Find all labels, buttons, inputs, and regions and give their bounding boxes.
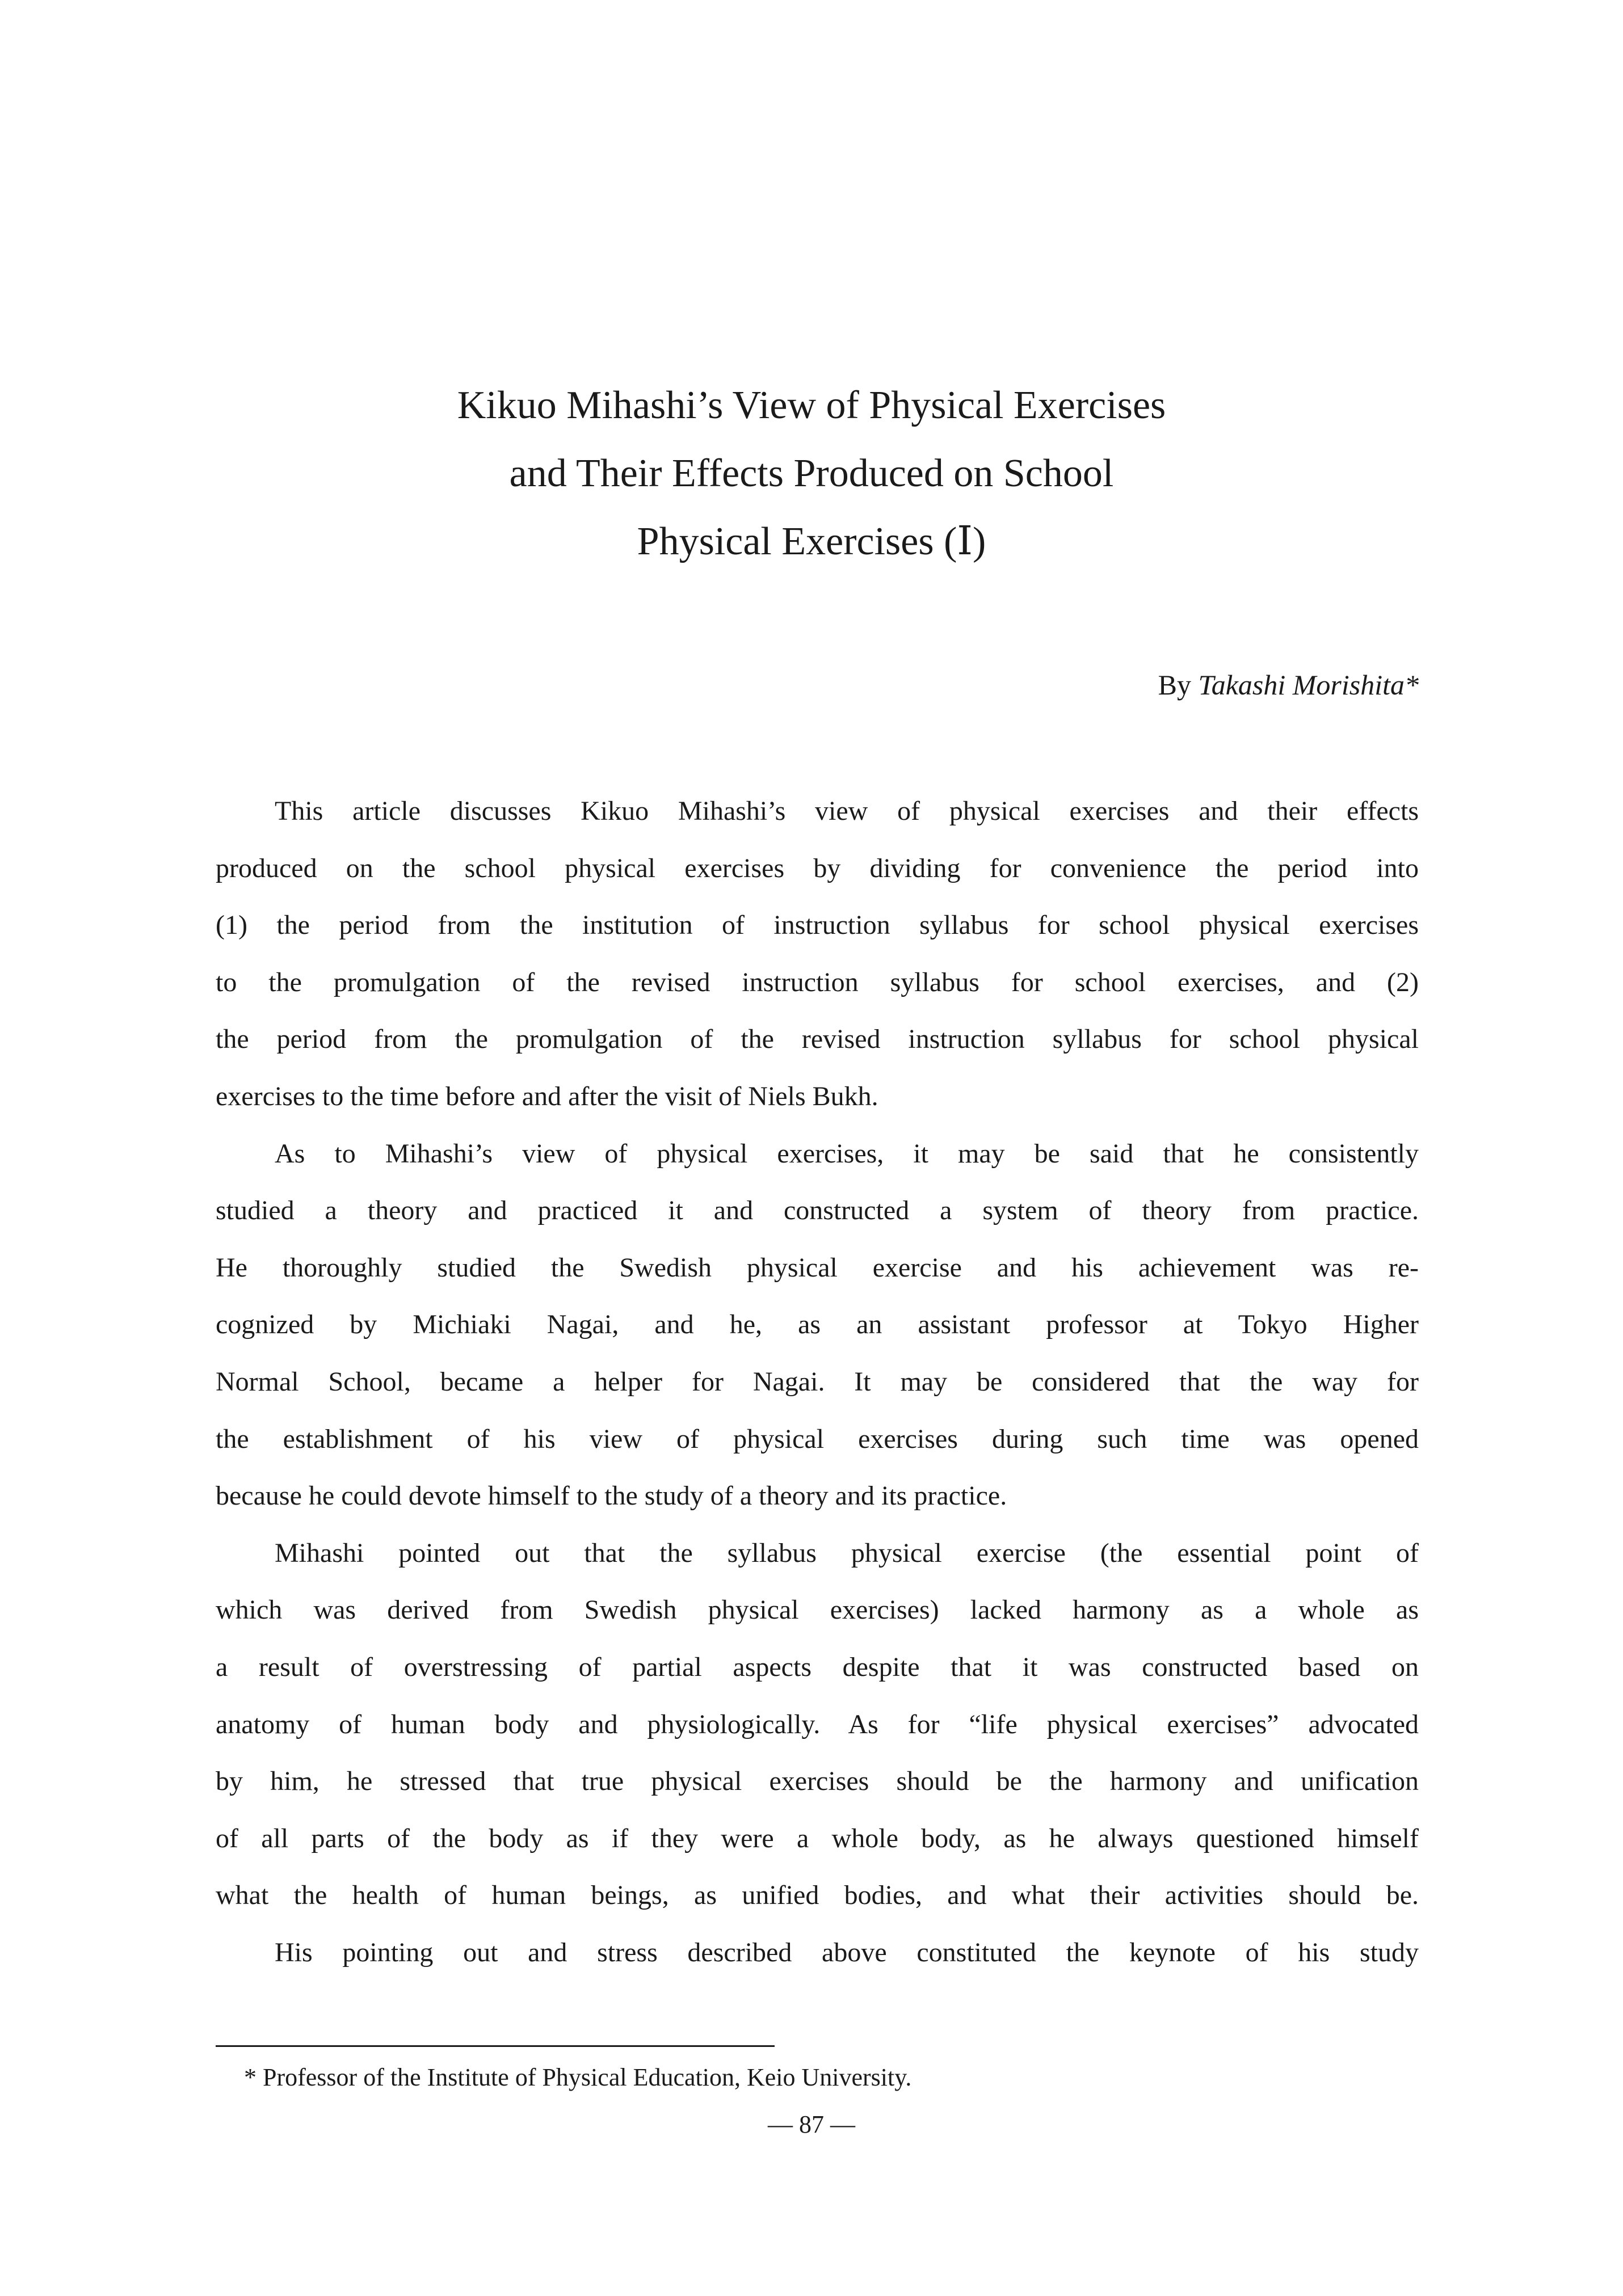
paragraph-line: anatomy of human body and physiologically. As for “life physical exercises” advocated	[216, 1709, 1419, 1739]
paragraph-line: produced on the school physical exercises by dividing for convenience the period into	[216, 853, 1419, 883]
byline-prefix: By	[1158, 669, 1191, 701]
paragraph-line: of all parts of the body as if they were a whole body, as he always questioned himself	[216, 1823, 1419, 1853]
paragraph-line: Normal School, became a helper for Nagai. It may be considered that the way for	[216, 1366, 1419, 1397]
paragraph-line: Mihashi pointed out that the syllabus physical exercise (the essential point of	[275, 1537, 1419, 1568]
paragraph-line: His pointing out and stress described above constituted the keynote of his study	[275, 1937, 1419, 1968]
paragraph-line: which was derived from Swedish physical exercises) lacked harmony as a whole as	[216, 1595, 1419, 1625]
article-body	[216, 783, 1419, 1981]
paragraph-line: by him, he stressed that true physical exercises should be the harmony and unification	[216, 1766, 1419, 1797]
footnote-divider	[216, 2045, 775, 2047]
author-name: Takashi Morishita*	[1198, 669, 1419, 701]
title-line-3: Physical Exercises (Ⅰ)	[637, 520, 986, 563]
title-line-2: and Their Effects Produced on School	[509, 452, 1114, 495]
paragraph-line: a result of overstressing of partial aspects despite that it was constructed based on	[216, 1652, 1419, 1682]
paragraph-line: studied a theory and practiced it and constructed a system of theory from practice.	[216, 1195, 1419, 1226]
footnote: * Professor of the Institute of Physical Education, Keio University.	[244, 2063, 912, 2091]
paragraph-line: He thoroughly studied the Swedish physical exercise and his achievement was re-	[216, 1252, 1419, 1283]
byline	[851, 665, 1419, 705]
paragraph-line: what the health of human beings, as unified bodies, and what their activities should be.	[216, 1880, 1419, 1911]
paragraph-line: As to Mihashi’s view of physical exercises, it may be said that he consistently	[275, 1138, 1419, 1169]
page-number: — 87 —	[768, 2110, 855, 2138]
paragraph-line: cognized by Michiaki Nagai, and he, as an assistant professor at Tokyo Higher	[216, 1309, 1419, 1340]
title-line-1: Kikuo Mihashi’s View of Physical Exercises	[457, 384, 1166, 427]
paragraph-line: exercises to the time before and after the visit of Niels Bukh.	[216, 1081, 878, 1111]
paragraph-line: (1) the period from the institution of instruction syllabus for school physical exercises	[216, 910, 1419, 941]
paragraph-line: This article discusses Kikuo Mihashi’s view of physical exercises and their effects	[275, 796, 1419, 826]
paragraph-line: the period from the promulgation of the revised instruction syllabus for school physical	[216, 1024, 1419, 1055]
paragraph-line: to the promulgation of the revised instruction syllabus for school exercises, and (2)	[216, 967, 1419, 997]
article-title	[0, 372, 1623, 576]
paragraph-line: the establishment of his view of physical exercises during such time was opened	[216, 1423, 1419, 1454]
paragraph-line: because he could devote himself to the study of a theory and its practice.	[216, 1481, 1007, 1511]
